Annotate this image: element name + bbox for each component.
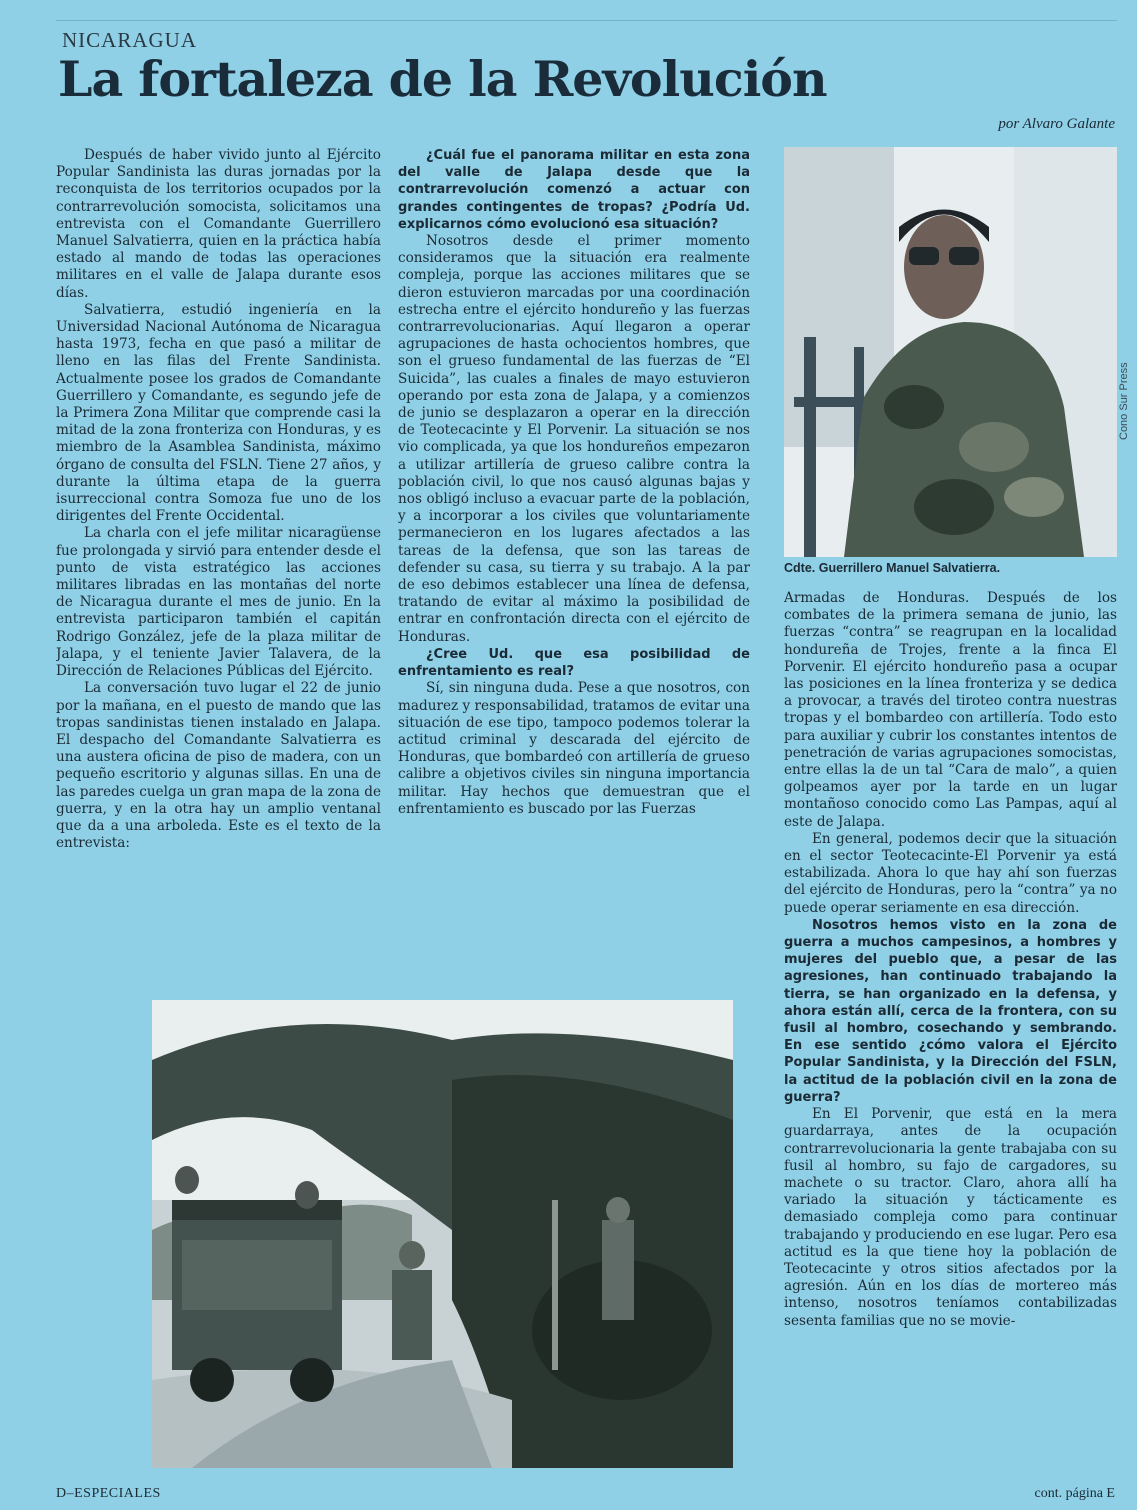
truck-photo — [152, 1000, 733, 1468]
interview-question: ¿Cree Ud. que esa posibilidad de enfrentamiento es real? — [398, 646, 750, 680]
portrait-photo — [784, 147, 1117, 557]
section-label: NICARAGUA — [62, 28, 197, 52]
photo-caption: Cdte. Guerrillero Manuel Salvatierra. — [784, 561, 1001, 575]
paragraph: Salvatierra, estudió ingeniería en la Universidad Nacional Autónoma de Nicaragua hasta 1973, fecha en que pasó a militar de lleno en las filas del Frente Sandinista. Actualmente posee los grados de Comandante Guerrillero y Comandante, es segundo jefe de la Primera Zona Militar que comprende casi la mitad de la zona fronteriza con Honduras, y es miembro de la Asamblea Sandinista, máximo órgano de consulta del FSLN. Tiene 27 años, y durante la última etapa de la guerra isurreccional contra Somoza fue uno de los dirigentes del Frente Occidental. — [56, 301, 381, 525]
interview-answer: Armadas de Honduras. Después de los combates de la primera semana de junio, las fuerzas “contra” se reagrupan en la localidad hondureña de Trojes, frente a la finca El Porvenir. El ejército hondureño pasa a ocupar las posiciones en la línea fronteriza y se dedica a provocar, a través del tiroteo contra nuestras tropas y el bombardeo con artillería. Todo esto para auxiliar y cubrir los constantes intentos de penetración de varias agrupaciones somocistas, entre ellas la de un tal “Cara de malo”, a quien golpeamos ayer por la tarde en un lugar montañoso conocido como Las Pampas, aquí al este de Jalapa. — [784, 590, 1117, 830]
interview-answer: En general, podemos decir que la situación en el sector Teotecacinte-El Porvenir ya está estabilizada. Ahora lo que hay ahí son fuerzas del ejército de Honduras, pero la “contra” ya no puede operar seriamente en esa dirección. — [784, 830, 1117, 916]
paragraph: La conversación tuvo lugar el 22 de junio por la mañana, en el puesto de mando que las tropas sandinistas tienen instalado en Jalapa. El despacho del Comandante Salvatierra es una austera oficina de piso de madera, con un pequeño escritorio y algunas sillas. En una de las paredes cuelga un gran mapa de la zona de guerra, y en la otra hay un amplio ventanal que da a una arboleda. Este es el texto de la entrevista: — [56, 680, 381, 852]
byline: por Alvaro Galante — [998, 116, 1115, 132]
top-rule — [56, 20, 1117, 21]
interview-question: Nosotros hemos visto en la zona de guerra a muchos campesinos, a hombres y mujeres del pueblo que, a pesar de las agresiones, han continuado trabajando la tierra, se han organizado en la defensa, y ahora están allí, cerca de la frontera, con su fusil al hombro, cosechando y sembrando. En ese sentido ¿cómo valora el Ejército Popular Sandinista, y la Dirección del FSLN, la actitud de la población civil en la zona de guerra? — [784, 917, 1117, 1105]
column-2 — [398, 147, 750, 987]
footer-section: D–ESPECIALES — [56, 1486, 161, 1501]
portrait-photo-icon — [784, 147, 1117, 557]
column-3 — [784, 590, 1117, 1485]
interview-answer: Nosotros desde el primer momento consideramos que la situación era realmente compleja, porque las acciones militares que se dieron estuvieron marcadas por una coordinación estrecha entre el ejército hondureño y las fuerzas contrarrevolucionarias. Aquí llegaron a operar agrupaciones de hasta ochocientos hombres, que son el grueso fundamental de las fuerzas de “El Suicida”, las cuales a finales de mayo estuvieron operando por esta zona de Jalapa, y a comienzos de junio se desplazaron a operar en la dirección de Teotecacinte y El Porvenir. La situación se nos vio complicada, ya que los hondureños empezaron a utilizar artillería de grueso calibre contra la población civil, lo que nos causó algunas bajas y nos obligó incluso a evacuar parte de la población, y a incorporar a los civiles que voluntariamente permanecieron en los lugares afectados a las tareas de la defensa, que son las tareas de defender su casa, su tierra y su trabajo. A la par de eso debimos establecer una línea de defensa, tratando de evitar al máximo la posibilidad de entrar en confrontación directa con el ejército de Honduras. — [398, 233, 750, 645]
interview-answer: En El Porvenir, que está en la mera guardarraya, antes de la ocupación contrarrevolucionaria la gente trabajaba con su fusil al hombro, su fajo de cargadores, su machete o su tractor. Claro, ahora allí ha variado la situación y tácticamente es demasiado compleja como para continuar trabajando y produciendo en ese lugar. Pero esa actitud es la que tiene hoy la población de Teotecacinte y otros sitios afectados por la agresión. Aún en los días de mortereo más intenso, nosotros teníamos contabilizadas sesenta familias que no se movie- — [784, 1106, 1117, 1329]
footer-continuation: cont. página E — [1034, 1486, 1115, 1501]
photo-credit: Cono Sur Press — [1118, 362, 1130, 440]
interview-answer: Sí, sin ninguna duda. Pese a que nosotros, con madurez y responsabilidad, tratamos de evitar una situación de ese tipo, tampoco podemos tolerar la actitud criminal y descarada del ejército de Honduras, que bombardeó con artillería de grueso calibre a objetivos civiles sin ninguna importancia militar. Hay hechos que demuestran que el enfrentamiento es buscado por las Fuerzas — [398, 680, 750, 817]
column-1 — [56, 147, 381, 987]
military-truck-photo-icon — [152, 1000, 733, 1468]
headline: La fortaleza de la Revolución — [58, 50, 827, 108]
paragraph: Después de haber vivido junto al Ejército Popular Sandinista las duras jornadas por la reconquista de los territorios ocupados por la contrarrevolución somocista, solicitamos una entrevista con el Comandante Guerrillero Manuel Salvatierra, quien en la práctica había estado al mando de todas las operaciones militares en el valle de Jalapa durante esos días. — [56, 147, 381, 301]
interview-question: ¿Cuál fue el panorama militar en esta zona del valle de Jalapa desde que la contrarrevolución comenzó a actuar con grandes contingentes de tropas? ¿Podría Ud. explicarnos cómo evolucionó esa situación? — [398, 148, 750, 232]
paragraph: La charla con el jefe militar nicaragüense fue prolongada y sirvió para entender desde el punto de vista estratégico las acciones militares libradas en las montañas del norte de Nicaragua durante el mes de junio. En la entrevista participaron también el capitán Rodrigo González, jefe de la plaza militar de Jalapa, y el teniente Javier Talavera, de la Dirección de Relaciones Públicas del Ejército. — [56, 525, 381, 680]
